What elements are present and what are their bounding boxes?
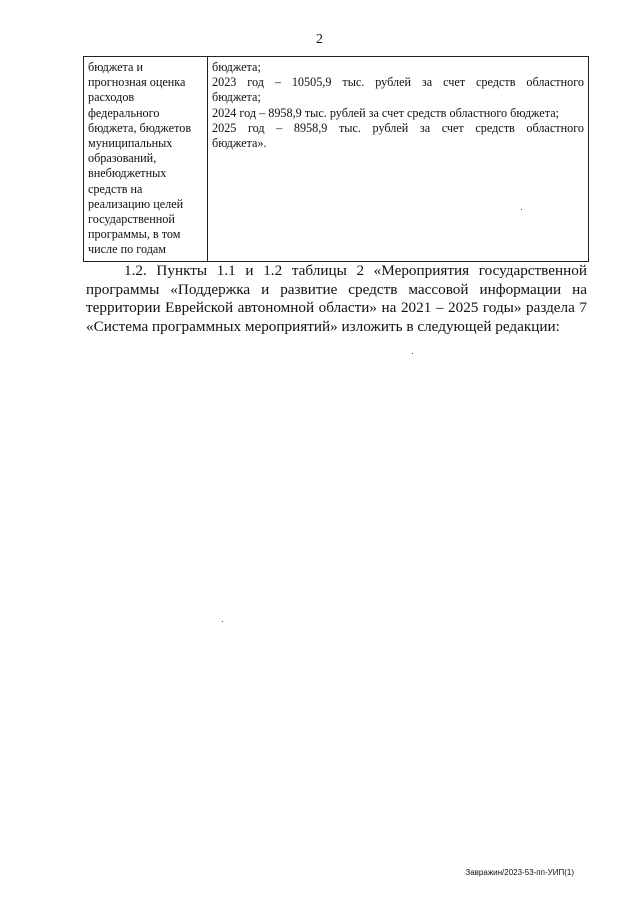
table-left-line: средств на [88, 181, 143, 196]
page-number: 2 [316, 32, 323, 47]
table-cell-left [84, 57, 208, 262]
table-left-line: внебюджетных [88, 166, 167, 181]
table-left-line: прогнозная оценка [88, 75, 186, 90]
table-row [84, 57, 589, 262]
table-left-line: бюджета, бюджетов [88, 120, 192, 135]
table-left-line: реализацию целей [88, 196, 184, 211]
scan-speck [521, 209, 522, 210]
scan-speck [222, 621, 223, 622]
table-left-line: числе по годам [88, 242, 167, 257]
table-right-line: бюджета». [212, 136, 267, 151]
table-right-line: бюджета; [212, 60, 261, 74]
table-right-line: 2025 год – 8958,9 тыс. рублей за счет средств областного [212, 120, 584, 135]
table-left-line: государственной [88, 212, 175, 227]
table-left-line: бюджета и [88, 60, 144, 74]
table-left-line: федерального [88, 105, 160, 120]
table-left-line: расходов [88, 90, 135, 105]
budget-table [83, 56, 589, 262]
table-cell-right [208, 57, 589, 262]
table-right-line: 2024 год – 8958,9 тыс. рублей за счет средств областного бюджета; [212, 105, 559, 120]
table-left-line: программы, в том [88, 227, 181, 242]
table-right-line: бюджета; [212, 90, 261, 105]
table-left-line: муниципальных [88, 136, 173, 151]
table-right-line: 2023 год – 10505,9 тыс. рублей за счет средств областного [212, 75, 584, 90]
table-left-line: образований, [88, 151, 157, 166]
scan-speck [412, 353, 413, 354]
body-paragraph: 1.2. Пункты 1.1 и 1.2 таблицы 2 «Мероприятия государственной программы «Поддержка и развитие средств массовой информации на территории Еврейской автономной области» на 2021 – 2025 годы» раздела 7 «Система программных мероприятий» изложить в следующей редакции: [86, 262, 587, 336]
footer-document-code: Завражин/2023-53-пп-УИП(1) [465, 868, 574, 877]
